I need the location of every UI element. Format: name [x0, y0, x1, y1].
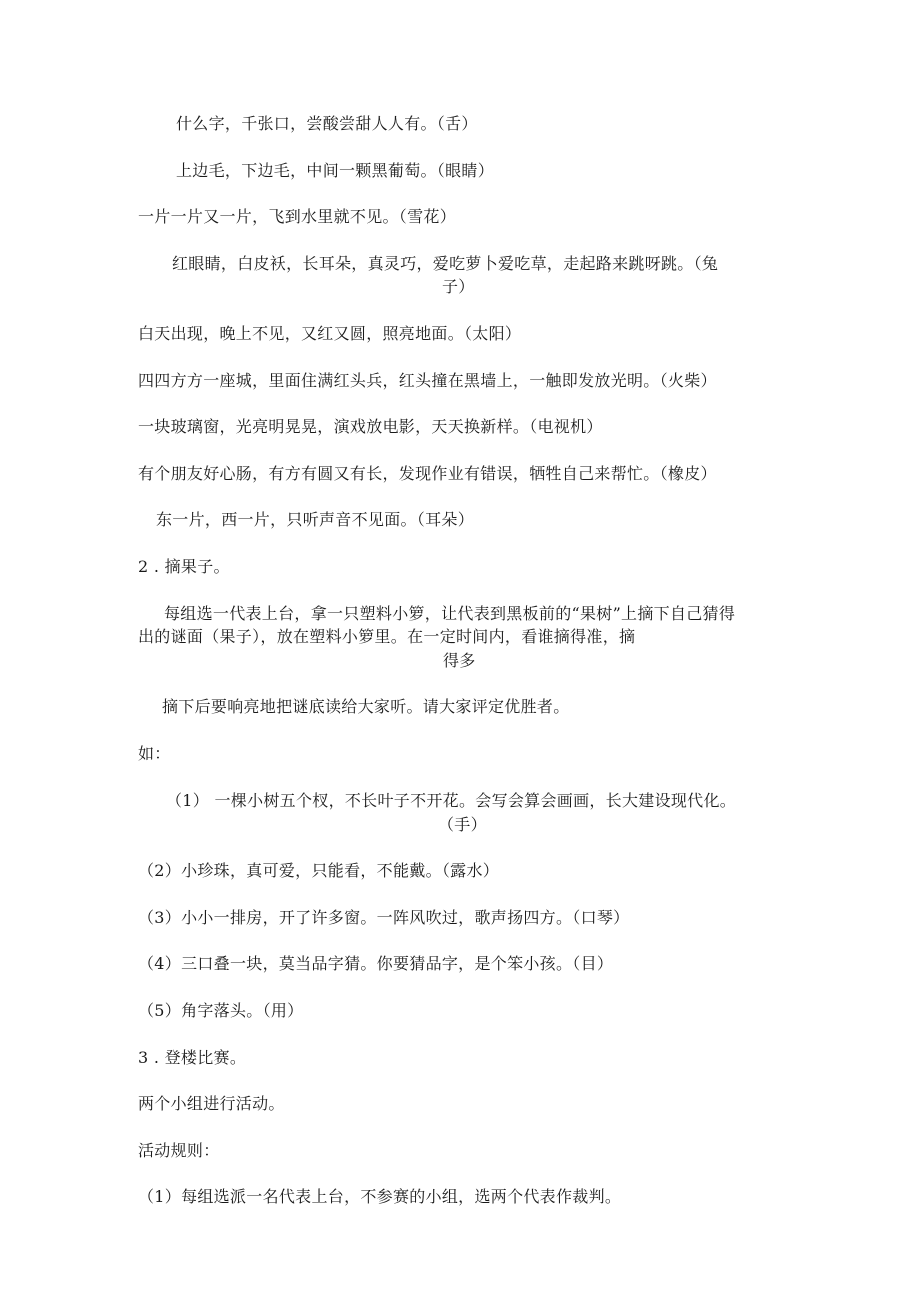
example-1-line2: （手） [438, 815, 487, 834]
rule-1: （1）每组选派一名代表上台，不参赛的小组，选两个代表作裁判。 [138, 1187, 622, 1206]
riddle-eyes: 上边毛，下边毛，中间一颗黑葡萄。（眼睛） [176, 161, 495, 180]
riddle-snowflake: 一片一片又一片，飞到水里就不见。（雪花） [138, 207, 457, 226]
example-3: （3）小小一排房，开了许多窗。一阵风吹过，歌声扬四方。（口琴） [138, 908, 630, 927]
section3-intro: 两个小组进行活动。 [138, 1094, 285, 1113]
section2-para-line2: 出的谜面（果子），放在塑料小箩里。在一定时间内，看谁摘得准，摘 [138, 627, 636, 646]
section2-para-line1: 每组选一代表上台，拿一只塑料小箩，让代表到黑板前的“果树”上摘下自己猜得 [164, 604, 736, 623]
riddle-rabbit-line2: 子） [442, 277, 475, 296]
riddle-tv: 一块玻璃窗，光亮明晃晃，演戏放电影，天天换新样。（电视机） [138, 417, 603, 436]
example-4: （4）三口叠一块，莫当品字猜。你要猜品字，是个笨小孩。（目） [138, 954, 614, 973]
riddle-tongue: 什么字，千张口，尝酸尝甜人人有。（舌） [176, 114, 478, 133]
example-1-line1: （1） 一棵小树五个杈，不长叶子不开花。会写会算会画画，长大建设现代化。 [166, 791, 737, 810]
riddle-matches: 四四方方一座城，里面住满红头兵，红头撞在黑墙上，一触即发放光明。（火柴） [138, 371, 717, 390]
section3-heading: 3 . 登楼比赛。 [138, 1048, 247, 1067]
rules-label: 活动规则： [138, 1141, 220, 1160]
riddle-rabbit-line1: 红眼睛，白皮袄，长耳朵，真灵巧，爱吃萝卜爱吃草，走起路来跳呀跳。（兔 [172, 254, 719, 273]
riddle-ears: 东一片，西一片，只听声音不见面。（耳朵） [156, 510, 475, 529]
example-2: （2）小珍珠，真可爱，只能看，不能戴。（露水） [138, 861, 500, 880]
riddle-eraser: 有个朋友好心肠，有方有圆又有长，发现作业有错误，牺牲自己来帮忙。（橡皮） [138, 464, 717, 483]
section2-para2: 摘下后要响亮地把谜底读给大家听。请大家评定优胜者。 [162, 697, 570, 716]
section2-heading: 2 . 摘果子。 [138, 557, 230, 576]
section2-para-line3: 得多 [443, 651, 476, 670]
example-5: （5）角字落头。（用） [138, 1001, 304, 1020]
example-label: 如： [138, 744, 171, 763]
riddle-sun: 白天出现，晚上不见，又红又圆，照亮地面。（太阳） [138, 324, 522, 343]
